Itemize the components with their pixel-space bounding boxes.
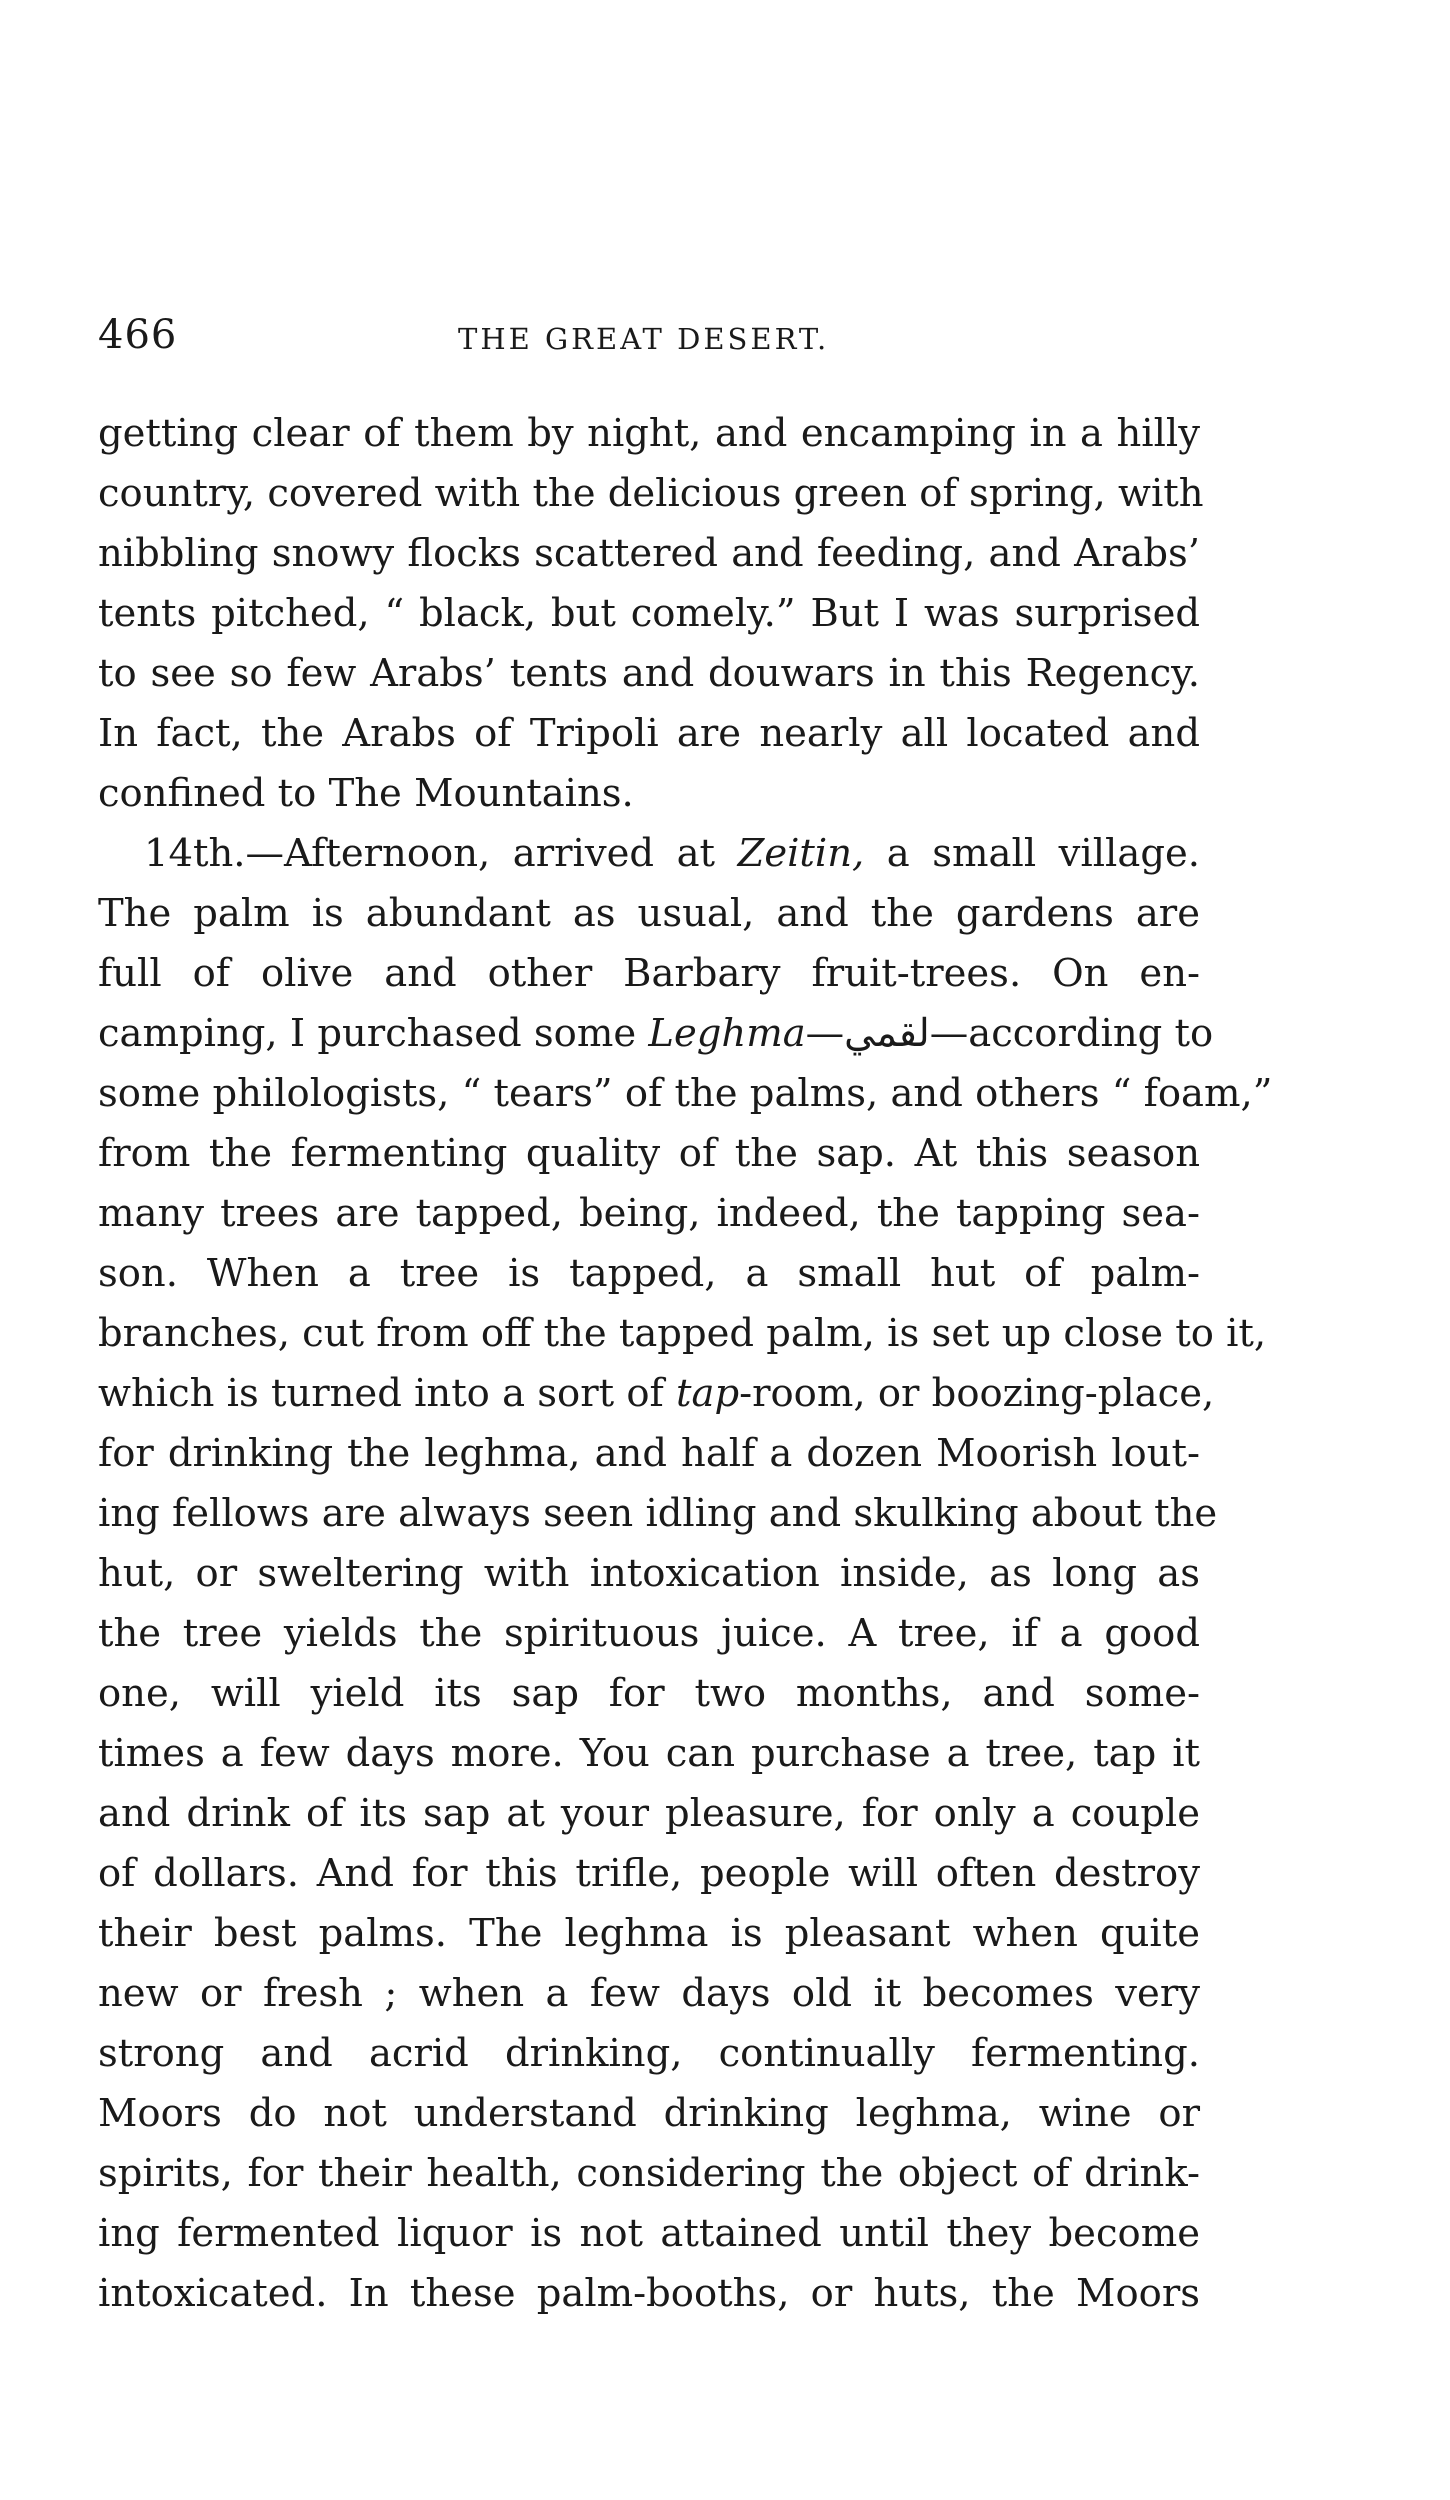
text-line: from the fermenting quality of the sap. At this season	[98, 1131, 1200, 1176]
text-line	[98, 1364, 1215, 1424]
text-line: to see so few Arabs’ tents and douwars in this Regency.	[98, 651, 1200, 696]
text-line	[98, 1004, 1214, 1064]
italic-term: Leghma	[648, 1011, 806, 1056]
text-line: ing fermented liquor is not attained until they become	[98, 2211, 1200, 2256]
text-line: confined to The Mountains.	[98, 771, 634, 816]
date-label: 14th.	[144, 831, 246, 876]
text-run: camping, I purchased some	[98, 1011, 649, 1056]
text-line: for drinking the leghma, and half a dozen Moorish lout-	[98, 1431, 1200, 1476]
text-line: son. When a tree is tapped, a small hut of palm-	[98, 1251, 1200, 1296]
place-name: Zeitin,	[737, 831, 865, 876]
text-line	[98, 824, 1200, 884]
text-run: a small village.	[864, 831, 1200, 876]
text-line: The palm is abundant as usual, and the gardens are	[98, 891, 1200, 936]
text-line: one, will yield its sap for two months, and some-	[98, 1671, 1200, 1716]
text-line: In fact, the Arabs of Tripoli are nearly all located and	[98, 711, 1200, 756]
running-title: THE GREAT DESERT.	[458, 322, 830, 356]
text-line: the tree yields the spirituous juice. A tree, if a good	[98, 1611, 1200, 1656]
text-line: intoxicated. In these palm-booths, or huts, the Moors	[98, 2271, 1200, 2316]
body-text	[98, 404, 1273, 2324]
running-head	[98, 312, 1198, 362]
text-line: country, covered with the delicious green of spring, with	[98, 471, 1204, 516]
text-run: —لقمي—according to	[805, 1011, 1214, 1056]
text-run: —Afternoon, arrived at	[245, 831, 738, 876]
text-line: tents pitched, “ black, but comely.” But I was surprised	[98, 591, 1200, 636]
text-line: full of olive and other Barbary fruit-trees. On en-	[98, 951, 1200, 996]
text-line: ing fellows are always seen idling and skulking about the	[98, 1491, 1218, 1536]
page-number: 466	[98, 312, 178, 358]
text-line: some philologists, “ tears” of the palms, and others “ foam,”	[98, 1071, 1273, 1116]
text-run: which is turned into a sort of	[98, 1371, 677, 1416]
text-line: of dollars. And for this trifle, people will often destroy	[98, 1851, 1200, 1896]
text-line: getting clear of them by night, and encamping in a hilly	[98, 411, 1200, 456]
text-line: spirits, for their health, considering the object of drink-	[98, 2151, 1200, 2196]
text-line: hut, or sweltering with intoxication inside, as long as	[98, 1551, 1200, 1596]
italic-term: tap	[676, 1371, 740, 1416]
text-line: strong and acrid drinking, continually fermenting.	[98, 2031, 1200, 2076]
text-line: and drink of its sap at your pleasure, for only a couple	[98, 1791, 1200, 1836]
text-run: -room, or boozing-place,	[739, 1371, 1215, 1416]
text-line: branches, cut from off the tapped palm, is set up close to it,	[98, 1311, 1267, 1356]
text-line: times a few days more. You can purchase a tree, tap it	[98, 1731, 1200, 1776]
text-line: nibbling snowy flocks scattered and feeding, and Arabs’	[98, 531, 1200, 576]
text-line: their best palms. The leghma is pleasant when quite	[98, 1911, 1200, 1956]
text-line: new or fresh ; when a few days old it becomes very	[98, 1971, 1200, 2016]
text-line: many trees are tapped, being, indeed, the tapping sea-	[98, 1191, 1200, 1236]
text-line: Moors do not understand drinking leghma, wine or	[98, 2091, 1200, 2136]
